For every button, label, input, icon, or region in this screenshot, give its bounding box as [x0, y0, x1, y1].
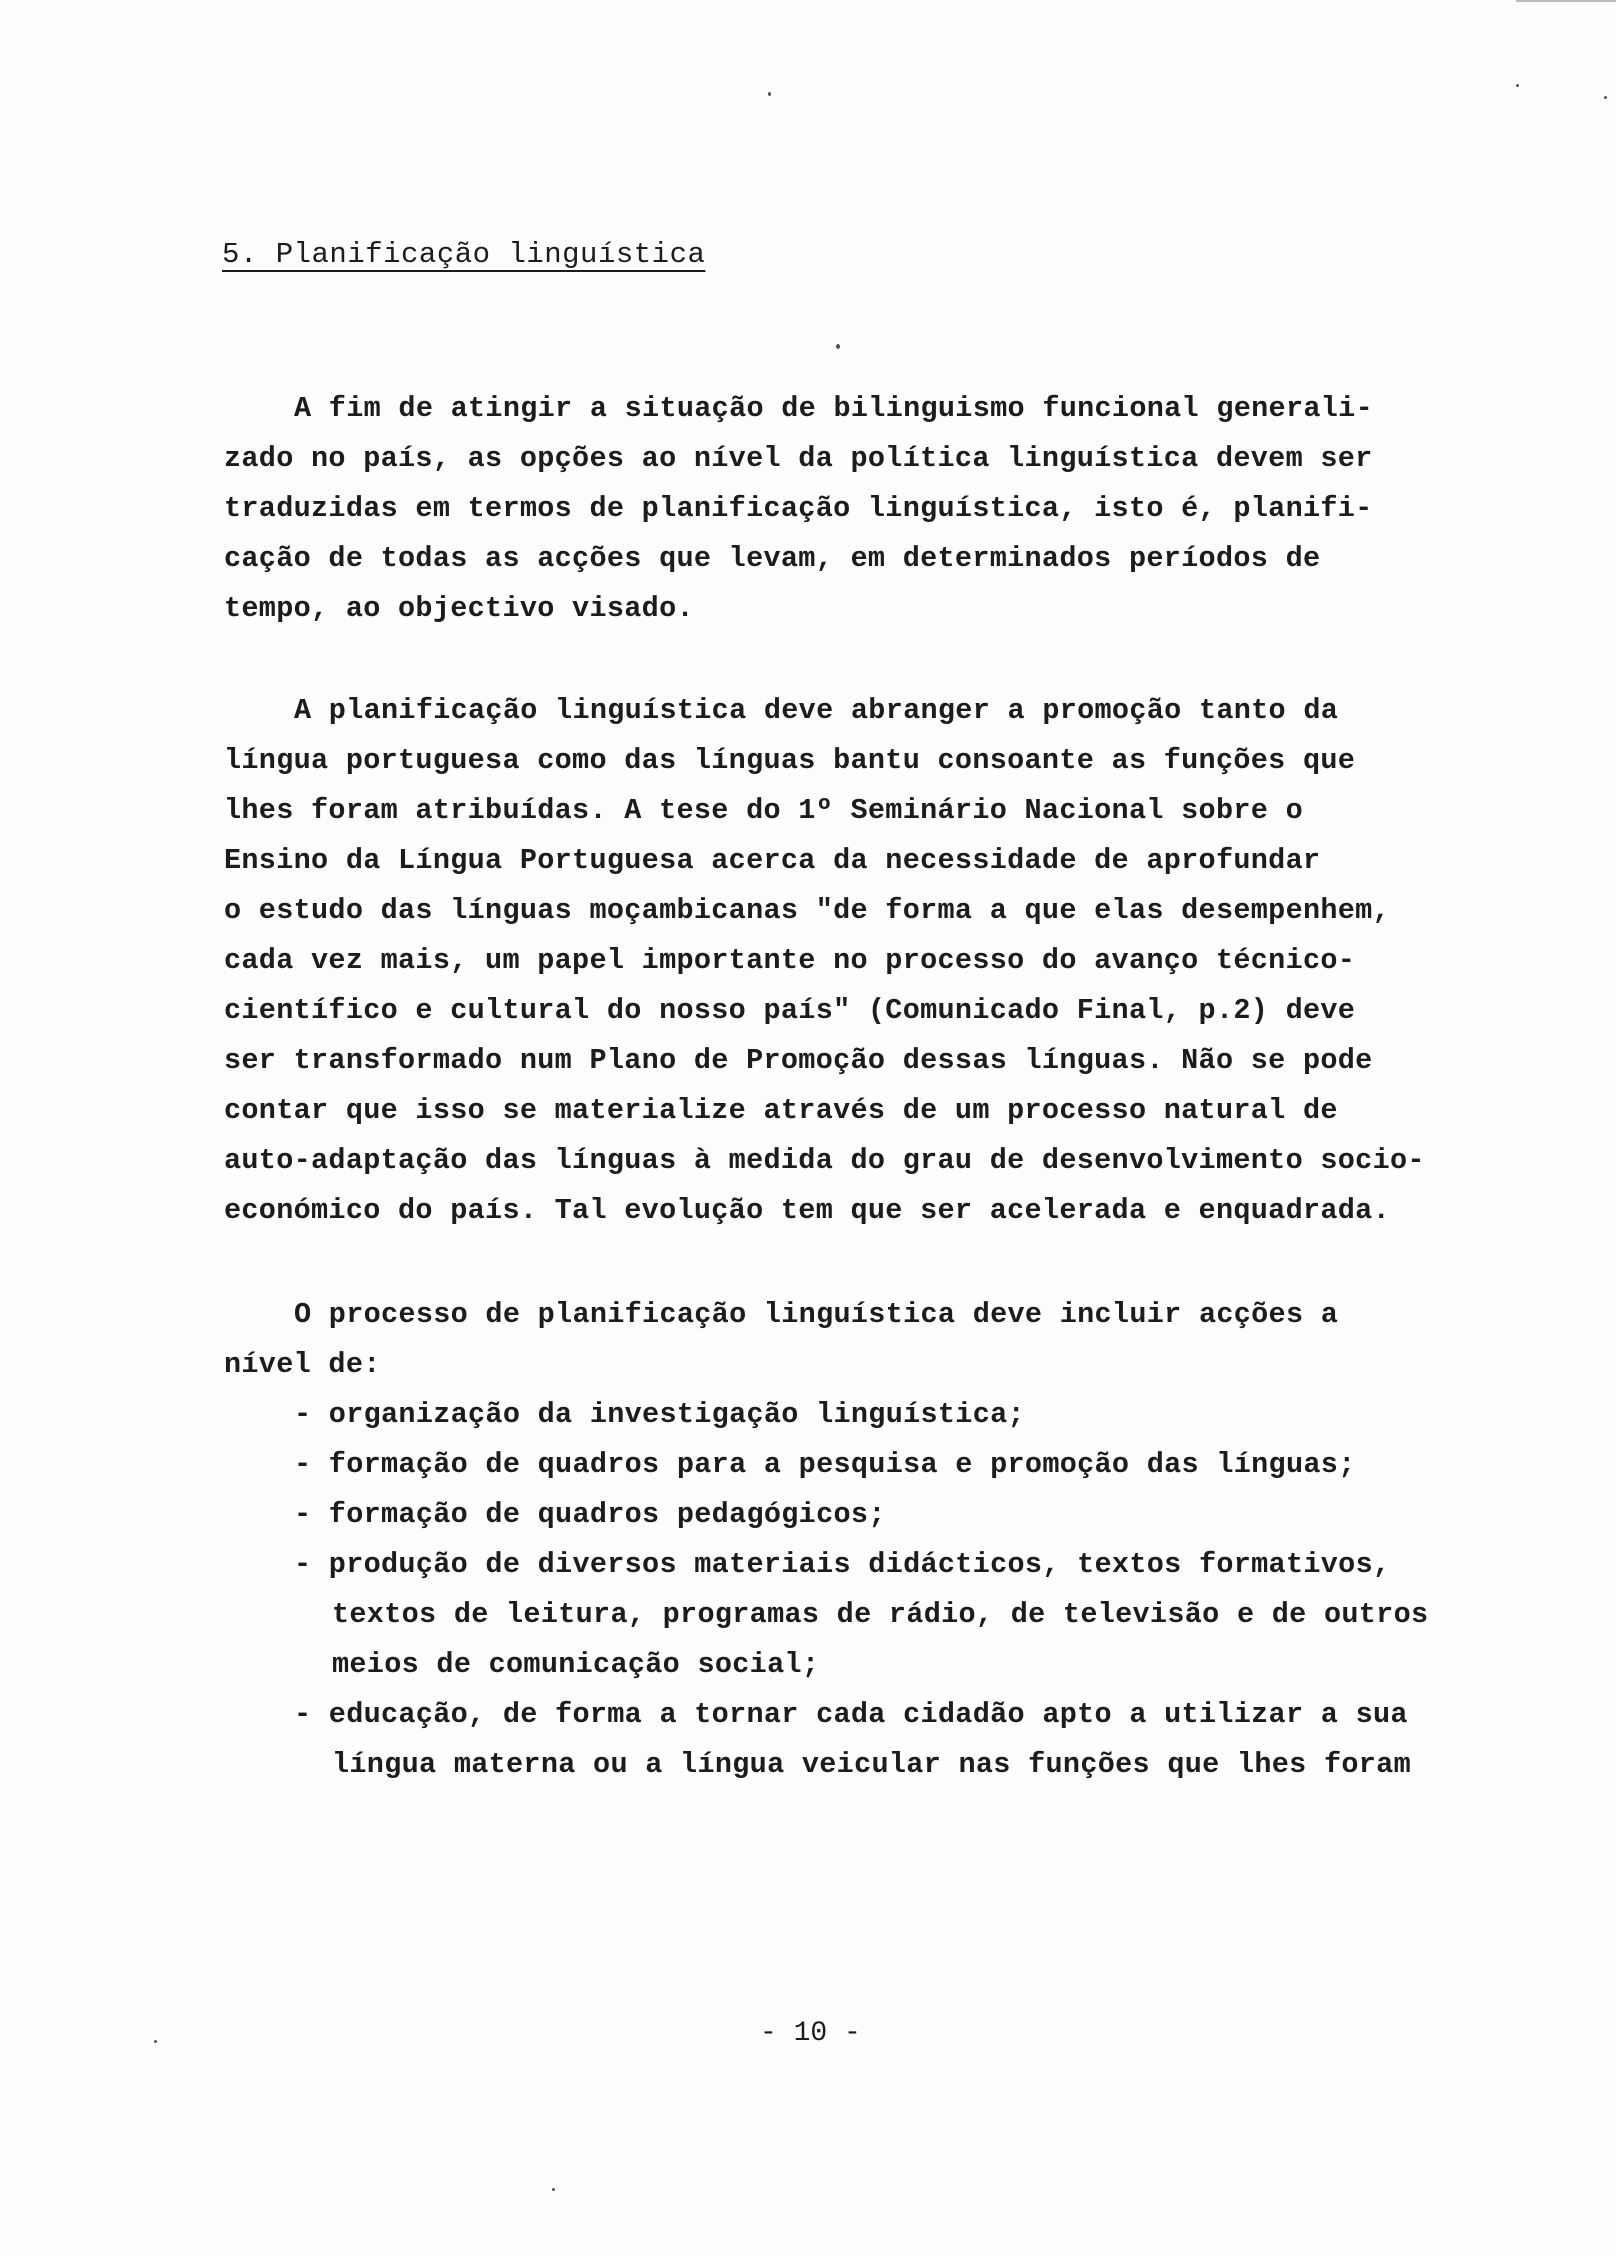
bullet-list — [224, 1390, 1464, 1790]
text-line: O processo de planificação linguística deve incluir acções a — [294, 1298, 1339, 1331]
text-line: científico e cultural do nosso país" (Comunicado Final, p.2) deve — [224, 994, 1356, 1027]
page-number: - 10 - — [760, 2018, 861, 2049]
text-line: A fim de atingir a situação de bilinguismo funcional generali- — [294, 392, 1373, 425]
scan-speck — [154, 2040, 157, 2043]
text-line: língua portuguesa como das línguas bantu consoante as funções que — [224, 744, 1356, 777]
text-line: ser transformado num Plano de Promoção dessas línguas. Não se pode — [224, 1044, 1373, 1077]
paragraph-1 — [224, 384, 1464, 634]
scan-speck — [1604, 96, 1607, 99]
text-line: Ensino da Língua Portuguesa acerca da necessidade de aprofundar — [224, 844, 1321, 877]
scan-speck — [1516, 84, 1519, 87]
text-line: cação de todas as acções que levam, em determinados períodos de — [224, 542, 1321, 575]
text-line: contar que isso se materialize através de um processo natural de — [224, 1094, 1338, 1127]
list-item-continuation: meios de comunicação social; — [332, 1648, 820, 1681]
scan-edge-mark — [1516, 0, 1616, 2]
scan-speck — [768, 92, 771, 96]
list-item: - produção de diversos materiais didácticos, textos formativos, — [294, 1548, 1391, 1581]
text-line: A planificação linguística deve abranger a promoção tanto da — [294, 694, 1339, 727]
section-heading: 5. Planificação linguística — [222, 238, 706, 271]
text-line: lhes foram atribuídas. A tese do 1º Seminário Nacional sobre o — [224, 794, 1303, 827]
list-item-continuation: língua materna ou a língua veicular nas funções que lhes foram — [332, 1748, 1411, 1781]
text-line: nível de: — [224, 1348, 381, 1381]
text-line: zado no país, as opções ao nível da política linguística devem ser — [224, 442, 1373, 475]
list-item: - formação de quadros pedagógicos; — [294, 1498, 886, 1531]
text-line: traduzidas em termos de planificação linguística, isto é, planifi- — [224, 492, 1373, 525]
list-item: - organização da investigação linguística; — [294, 1398, 1025, 1431]
scan-speck — [836, 344, 840, 349]
text-line: tempo, ao objectivo visado. — [224, 592, 694, 625]
list-item: - formação de quadros para a pesquisa e promoção das línguas; — [294, 1448, 1356, 1481]
text-line: auto-adaptação das línguas à medida do grau de desenvolvimento socio- — [224, 1144, 1425, 1177]
list-item-continuation: textos de leitura, programas de rádio, de televisão e de outros — [332, 1598, 1429, 1631]
paragraph-3 — [224, 1290, 1464, 1390]
paragraph-2 — [224, 686, 1464, 1236]
text-line: o estudo das línguas moçambicanas "de forma a que elas desempenhem, — [224, 894, 1390, 927]
list-item: - educação, de forma a tornar cada cidadão apto a utilizar a sua — [294, 1698, 1408, 1731]
text-line: económico do país. Tal evolução tem que ser acelerada e enquadrada. — [224, 1194, 1390, 1227]
scan-speck — [552, 2188, 555, 2191]
text-line: cada vez mais, um papel importante no processo do avanço técnico- — [224, 944, 1356, 977]
